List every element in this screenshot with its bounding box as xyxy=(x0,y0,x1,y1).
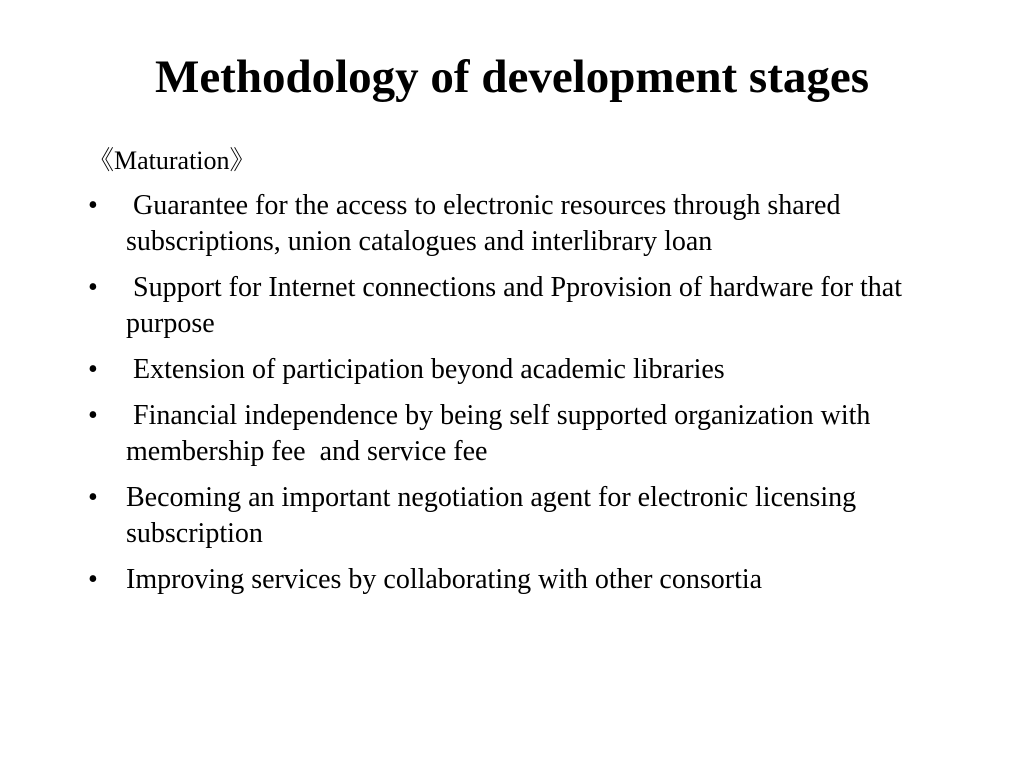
bullet-marker: • xyxy=(88,564,98,595)
section-heading: 《Maturation》 xyxy=(88,146,256,175)
list-item xyxy=(88,480,928,552)
list-item xyxy=(88,398,928,470)
bullet-marker: • xyxy=(88,354,98,385)
slide-title: Methodology of development stages xyxy=(154,51,870,103)
bullet-text: Becoming an important negotiation agent for electronic licensing subscription xyxy=(126,482,864,549)
bullet-text: Financial independence by being self supported organization with membership fee and service fee xyxy=(126,400,878,467)
bullet-marker: • xyxy=(88,190,98,221)
bullet-text: Extension of participation beyond academic libraries xyxy=(126,354,725,385)
bullet-text: Improving services by collaborating with other consortia xyxy=(126,564,763,595)
bullet-marker: • xyxy=(88,482,98,513)
list-item xyxy=(88,270,928,342)
list-item xyxy=(88,188,928,260)
bullet-marker: • xyxy=(88,400,98,431)
list-item xyxy=(88,352,928,388)
bullet-text: Support for Internet connections and Pprovision of hardware for that purpose xyxy=(126,272,910,339)
list-item xyxy=(88,562,928,598)
bullet-list xyxy=(88,188,928,608)
bullet-marker: • xyxy=(88,272,98,303)
bullet-text: Guarantee for the access to electronic resources through shared subscriptions, union catalogues and interlibrary loan xyxy=(126,190,848,257)
